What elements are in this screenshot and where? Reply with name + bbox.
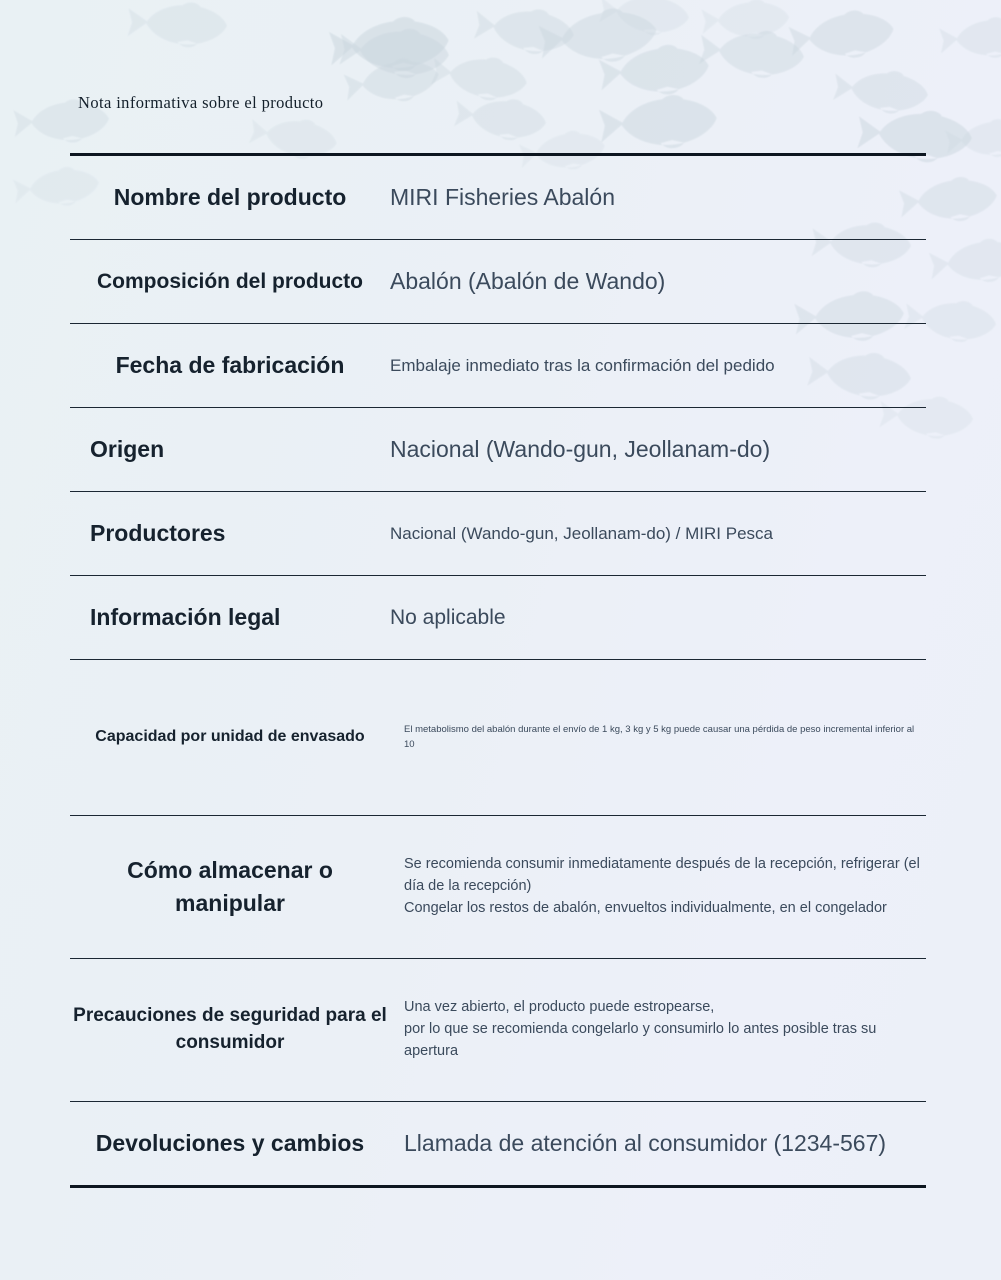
value-line: Se recomienda consumir inmediatamente después de la recepción, refrigerar (el día de la recepción): [404, 856, 920, 895]
value-line: El metabolismo del abalón durante el envío de 1 kg, 3 kg y 5 kg puede causar una pérdida de peso incremental inferior al 10: [404, 724, 915, 750]
spec-value-origen: [390, 408, 926, 492]
table-row: [70, 816, 926, 959]
value-line: Abalón (Abalón de Wando): [390, 268, 666, 295]
value-line: No aplicable: [390, 605, 506, 629]
spec-value-composicion-del-producto: [390, 240, 926, 324]
product-spec-table: [70, 153, 926, 1188]
spec-label-nombre-del-producto: Nombre del producto: [113, 184, 347, 211]
spec-value-devoluciones-y-cambios: [390, 1102, 926, 1187]
spec-value-informacion-legal: [390, 576, 926, 660]
value-line: Llamada de atención al consumidor (1234-567): [404, 1130, 887, 1157]
spec-label-precauciones-de-seguridad-para-el-consumidor: Precauciones de seguridad para el consumidor: [73, 1005, 387, 1053]
value-line: MIRI Fisheries Abalón: [390, 184, 615, 211]
value-line: Una vez abierto, el producto puede estropearse,: [404, 999, 715, 1016]
spec-label-informacion-legal: Información legal: [90, 604, 281, 631]
value-line: Nacional (Wando-gun, Jeollanam-do): [390, 436, 771, 463]
table-row: [70, 959, 926, 1102]
spec-value-capacidad-por-unidad-de-envasado: [390, 660, 926, 816]
spec-label-devoluciones-y-cambios: Devoluciones y cambios: [95, 1130, 365, 1157]
spec-label-fecha-de-fabricacion: Fecha de fabricación: [115, 352, 345, 379]
spec-value-precauciones-de-seguridad-para-el-consumidor: [390, 959, 926, 1102]
spec-value-productores: [390, 492, 926, 576]
value-line: por lo que se recomienda congelarlo y consumirlo lo antes posible tras su apertura: [404, 1021, 877, 1059]
spec-label-como-almacenar-o-manipular: Cómo almacenar o manipular: [127, 857, 333, 916]
table-row: [70, 576, 926, 660]
table-row: [70, 1102, 926, 1187]
table-row: [70, 660, 926, 816]
spec-label-origen: Origen: [90, 436, 165, 463]
table-row: [70, 240, 926, 324]
spec-table-body: [70, 155, 926, 1187]
value-line: Nacional (Wando-gun, Jeollanam-do) / MIRI Pesca: [390, 523, 773, 543]
spec-label-capacidad-por-unidad-de-envasado: Capacidad por unidad de envasado: [95, 728, 365, 746]
spec-value-como-almacenar-o-manipular: [390, 816, 926, 959]
page-title: Nota informativa sobre el producto: [78, 93, 324, 112]
value-line: Congelar los restos de abalón, envueltos individualmente, en el congelador: [404, 899, 887, 916]
table-row: [70, 324, 926, 408]
table-row: [70, 492, 926, 576]
value-line: Embalaje inmediato tras la confirmación del pedido: [390, 355, 775, 375]
table-row: [70, 408, 926, 492]
table-row: [70, 155, 926, 240]
spec-value-fecha-de-fabricacion: [390, 324, 926, 408]
spec-value-nombre-del-producto: [390, 155, 926, 240]
spec-label-productores: Productores: [90, 520, 226, 547]
spec-label-composicion-del-producto: Composición del producto: [97, 269, 363, 293]
